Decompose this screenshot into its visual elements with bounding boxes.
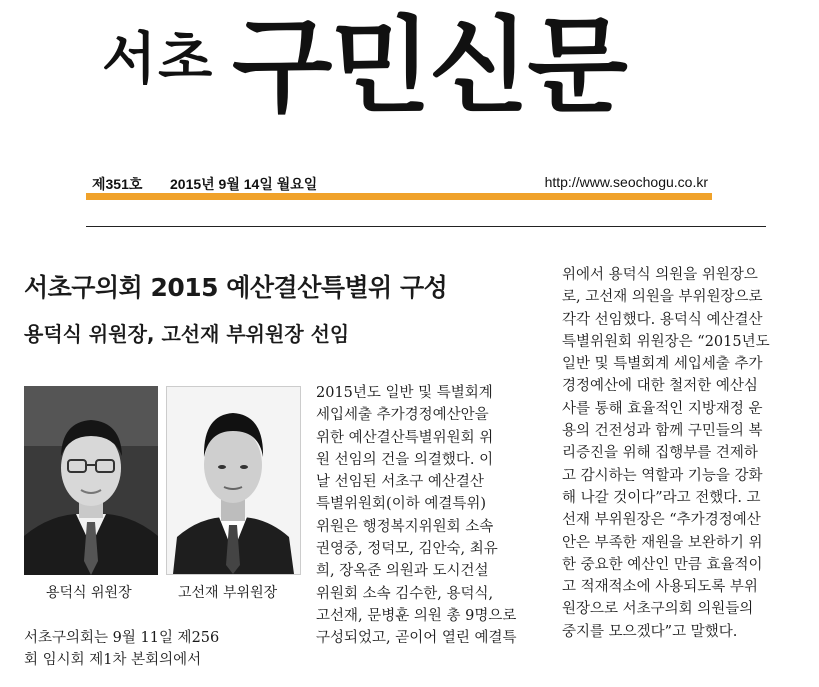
text-line: 고 감시하는 역할과 기능을 강화 (562, 467, 763, 484)
accent-bar (86, 193, 712, 200)
article-subheadline: 용덕식 위원장, 고선재 부위원장 선임 (24, 322, 350, 346)
text-line: 위에서 용덕식 의원을 위원장으 (562, 267, 758, 283)
issue-info-row (86, 172, 712, 192)
text-line: 한 중요한 예산인 만큼 효율적이 (562, 556, 763, 573)
text-line: 리증진을 위해 집행부를 견제하 (562, 445, 758, 462)
website-url[interactable]: http://www.seochogu.co.kr (544, 174, 708, 190)
text-line: 고선재, 문병훈 의원 총 9명으로 (316, 607, 517, 624)
text-line: 권영중, 정덕모, 김안숙, 최유 (316, 541, 498, 558)
text-line: 고 적재적소에 사용되도록 부위 (562, 579, 758, 596)
text-line: 구성되었고, 곧이어 열린 예결특 (316, 630, 517, 647)
photo-caption-vice-chairman: 고선재 부위원장 (178, 585, 278, 601)
photo-caption-chairman: 용덕식 위원장 (46, 585, 132, 601)
masthead (0, 0, 819, 170)
text-line: 일반 및 특별회계 세입세출 추가 (562, 356, 763, 373)
text-line: 세입세출 추가경정예산안을 (316, 407, 489, 424)
text-line: 희, 장옥준 의원과 도시건설 (316, 563, 489, 580)
article-column-left (24, 627, 219, 672)
text-line: 해 나갈 것이다”라고 전했다. 고 (562, 489, 761, 506)
text-line: 위원은 행정복지위원회 소속 (316, 518, 494, 535)
article-headline: 서초구의회 2015 예산결산특별위 구성 (24, 273, 448, 302)
issue-date: 2015년 9월 14일 월요일 (170, 176, 318, 192)
divider-rule (86, 226, 766, 227)
text-line: 사를 통해 효율적인 지방재정 운 (562, 400, 763, 417)
text-line: 2015년도 일반 및 특별회계 (316, 385, 493, 401)
text-line: 용의 건전성과 함께 구민들의 복 (562, 423, 763, 440)
newspaper-name-small: 서초 (102, 27, 215, 92)
text-line: 날 선임된 서초구 예산결산 (316, 474, 484, 491)
portrait-photo-icon (24, 386, 158, 575)
text-line: 각각 선임했다. 용덕식 예산결산 (562, 311, 763, 328)
text-line: 선재 부위원장은 “추가경정예산 (562, 512, 761, 529)
text-line: 원장으로 서초구의회 의원들의 (562, 601, 754, 618)
text-line: 특별위원회 위원장은 “2015년도 (562, 333, 770, 350)
text-line: 특별위원회(이하 예결특위) (316, 496, 486, 513)
text-line: 로, 고선재 의원을 부위원장으로 (562, 289, 763, 306)
text-line: 서초구의회는 9월 11일 제256 (24, 630, 220, 646)
article-column-middle (316, 382, 517, 650)
photo-vice-chairman (166, 386, 301, 575)
text-line: 중지를 모으겠다”고 말했다. (562, 623, 738, 640)
text-line: 안은 부족한 재원을 보완하기 위 (562, 534, 763, 551)
portrait-photo-icon (167, 387, 300, 574)
text-line: 회 임시회 제1차 본회의에서 (24, 652, 202, 669)
text-line: 원 선임의 건을 의결했다. 이 (316, 451, 494, 468)
text-line: 위한 예산결산특별위원회 위 (316, 429, 494, 446)
text-line: 경정예산에 대한 철저한 예산심 (562, 378, 758, 395)
photo-chairman (24, 386, 158, 575)
article-column-right (562, 264, 770, 643)
issue-number: 제351호 (92, 176, 143, 192)
newspaper-name: 구민신문 (232, 5, 626, 127)
text-line: 위원회 소속 김수한, 용덕식, (316, 585, 494, 602)
